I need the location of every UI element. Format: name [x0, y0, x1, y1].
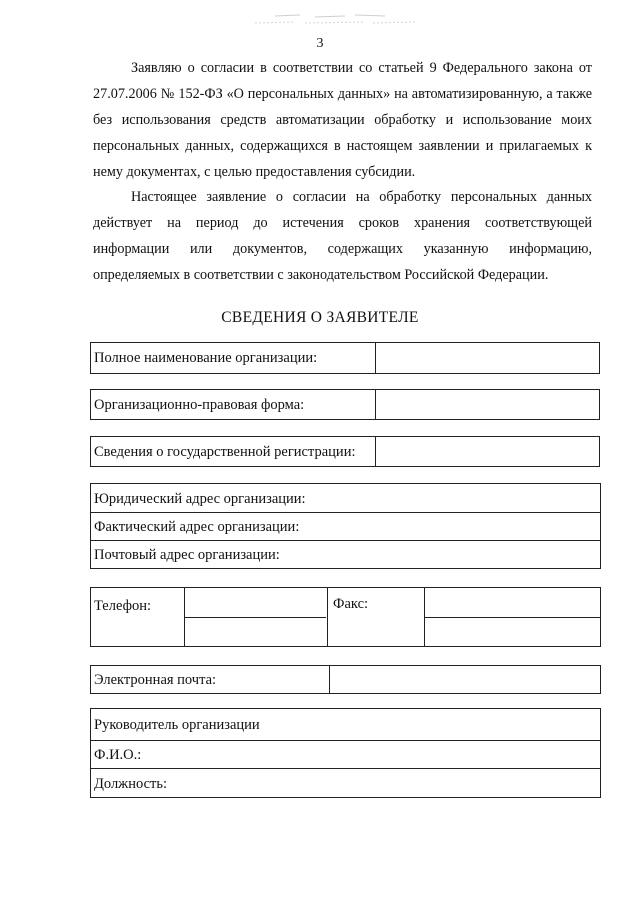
- head-of-org-label: Руководитель организации: [94, 717, 260, 733]
- row-divider: [91, 540, 600, 541]
- field-divider: [329, 666, 330, 693]
- email-field[interactable]: [90, 665, 601, 694]
- fio-label: Ф.И.О.:: [94, 747, 142, 763]
- cell-divider: [327, 588, 328, 646]
- addresses-table: [90, 483, 601, 569]
- fax-cell-2[interactable]: [425, 618, 600, 646]
- phone-label: Телефон:: [94, 598, 152, 614]
- phone-cell-2[interactable]: [185, 618, 326, 646]
- phone-fax-table: [90, 587, 601, 647]
- org-name-field[interactable]: [90, 342, 600, 374]
- email-label: Электронная почта:: [94, 672, 217, 688]
- actual-address-label: Фактический адрес организации:: [94, 519, 300, 535]
- page-number: 3: [316, 36, 324, 51]
- registration-label: Сведения о государственной регистрации:: [94, 444, 356, 460]
- org-form-label: Организационно-правовая форма:: [94, 397, 305, 413]
- consent-paragraph: Заявляю о согласии в соответствии со статьей 9 Федерального закона от 27.07.2006 № 152-ФЗ «О персональных данных» на автоматизированную, а также без использования средств автоматизации обработку и использование моих персональных данных, содержащихся в настоящем заявлении и прилагаемых к нему документах, с целью предоставления субсидии.: [93, 60, 592, 180]
- org-name-label: Полное наименование организации:: [94, 350, 318, 366]
- scan-artifact-mark: [255, 12, 420, 26]
- row-divider: [91, 768, 600, 769]
- field-divider: [375, 437, 376, 466]
- postal-address-label: Почтовый адрес организации:: [94, 547, 280, 563]
- phone-cell-1[interactable]: [185, 588, 326, 617]
- validity-paragraph: Настоящее заявление о согласии на обработку персональных данных действует на период до истечения сроков хранения соответствующей информации или документов, содержащих указанную информацию, определяемых в соответствии с законодательством Российской Федерации.: [93, 189, 592, 283]
- row-divider: [91, 512, 600, 513]
- row-divider: [91, 740, 600, 741]
- field-divider: [375, 343, 376, 373]
- org-form-field[interactable]: [90, 389, 600, 420]
- legal-address-label: Юридический адрес организации:: [94, 491, 306, 507]
- fax-label: Факс:: [333, 596, 369, 612]
- applicant-info-title: СВЕДЕНИЯ О ЗАЯВИТЕЛЕ: [221, 309, 419, 326]
- field-divider: [375, 390, 376, 419]
- registration-field[interactable]: [90, 436, 600, 467]
- position-label: Должность:: [94, 776, 167, 792]
- head-of-org-table: [90, 708, 601, 798]
- fax-cell-1[interactable]: [425, 588, 600, 617]
